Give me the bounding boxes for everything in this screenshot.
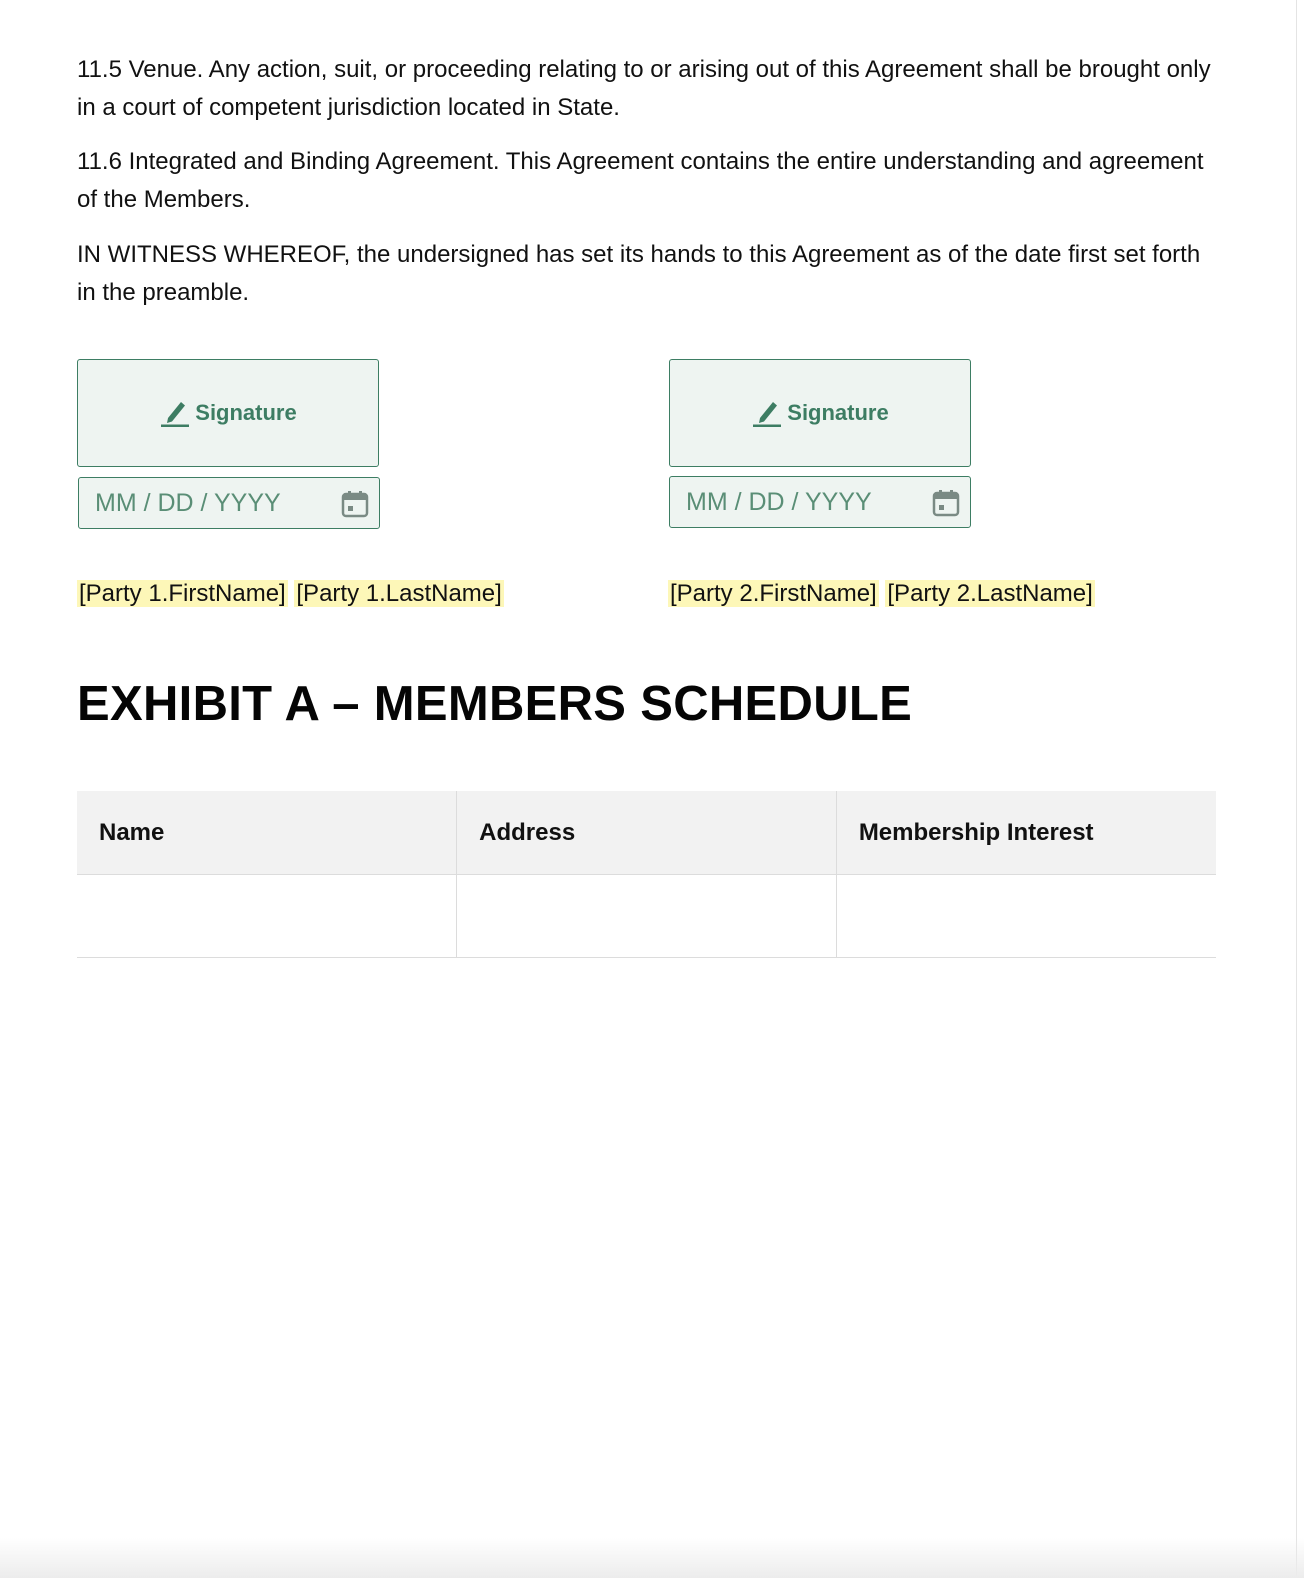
table-cell-name[interactable] — [77, 875, 457, 958]
signature-label: Signature — [787, 400, 889, 425]
party-1-last-name-tag: [Party 1.LastName] — [296, 580, 502, 607]
party-1-first-name-tag: [Party 1.FirstName] — [79, 580, 286, 607]
date-input-party-2[interactable] — [686, 485, 916, 519]
paragraph-in-witness-whereof: IN WITNESS WHEREOF, the undersigned has set its hands to this Agreement as of the date first set forth in the preamble. — [77, 241, 1201, 306]
page-bottom-shadow — [0, 1538, 1304, 1578]
date-input-party-1[interactable] — [95, 486, 325, 520]
pen-icon — [751, 396, 783, 430]
paragraph-11-5-venue: 11.5 Venue. Any action, suit, or proceeding relating to or arising out of this Agreement shall be brought only in a court of competent jurisdiction located in State. — [77, 56, 1211, 121]
signature-field-party-1[interactable] — [77, 359, 379, 467]
paragraph-11-6-integrated-agreement: 11.6 Integrated and Binding Agreement. This Agreement contains the entire understanding and agreement of the Members. — [77, 148, 1204, 213]
date-field-party-1[interactable] — [78, 477, 380, 529]
members-schedule-table — [77, 791, 1216, 958]
table-cell-address[interactable] — [457, 875, 837, 958]
calendar-icon[interactable] — [932, 489, 960, 522]
exhibit-title: EXHIBIT A – MEMBERS SCHEDULE — [77, 677, 913, 731]
signature-field-party-2[interactable] — [669, 359, 971, 467]
party-1-name-tags — [77, 578, 504, 610]
party-2-name-tags — [668, 578, 1095, 610]
column-header-address: Address — [457, 791, 837, 875]
date-field-party-2[interactable] — [669, 476, 971, 528]
column-header-membership-interest: Membership Interest — [836, 791, 1216, 875]
calendar-icon[interactable] — [341, 490, 369, 523]
table-row — [77, 875, 1216, 958]
party-2-last-name-tag: [Party 2.LastName] — [887, 580, 1093, 607]
party-2-first-name-tag: [Party 2.FirstName] — [670, 580, 877, 607]
table-header-row — [77, 791, 1216, 875]
pen-icon — [159, 396, 191, 430]
table-cell-membership-interest[interactable] — [836, 875, 1216, 958]
signature-label: Signature — [195, 400, 297, 425]
column-header-name: Name — [77, 791, 457, 875]
